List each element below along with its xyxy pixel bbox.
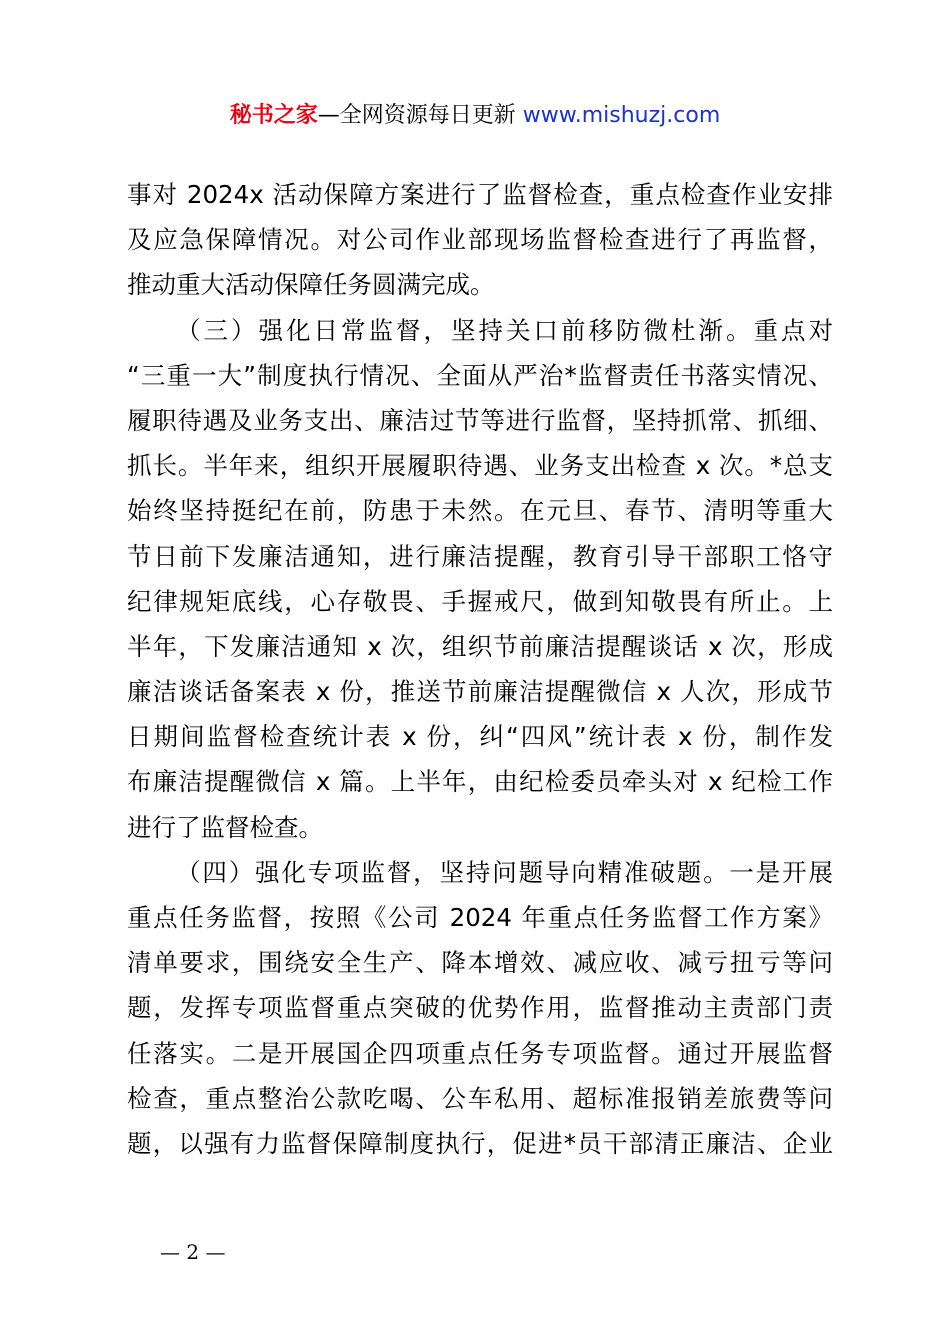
paragraph bbox=[127, 311, 833, 848]
site-url-link[interactable]: www.mishuzj.com bbox=[522, 103, 721, 128]
text-line: 抓长。半年来，组织开展履职待遇、业务支出检查 x 次。*总支 bbox=[127, 451, 833, 481]
text-line: 履职待遇及业务支出、廉洁过节等进行监督，坚持抓常、抓细、 bbox=[127, 405, 833, 435]
text-line: 进行了监督检查。 bbox=[127, 812, 323, 842]
text-line: 始终坚持挺纪在前，防患于未然。在元旦、春节、清明等重大 bbox=[127, 496, 833, 526]
text-line: 及应急保障情况。对公司作业部现场监督检查进行了再监督， bbox=[127, 225, 833, 255]
site-header bbox=[0, 100, 950, 132]
text-line: 清单要求，围绕安全生产、降本增效、减应收、减亏扭亏等问 bbox=[127, 948, 833, 978]
text-line: 任落实。二是开展国企四项重点任务专项监督。通过开展监督 bbox=[127, 1038, 833, 1068]
text-line: “三重一大”制度执行情况、全面从严治*监督责任书落实情况、 bbox=[127, 360, 833, 390]
text-line: 题，发挥专项监督重点突破的优势作用，监督推动主责部门责 bbox=[127, 993, 833, 1023]
text-line: 纪律规矩底线，心存敬畏、手握戒尺，做到知敬畏有所止。上 bbox=[127, 586, 833, 616]
text-line: 检查，重点整治公款吃喝、公车私用、超标准报销差旅费等问 bbox=[127, 1083, 833, 1113]
text-line: 节日前下发廉洁通知，进行廉洁提醒，教育引导干部职工恪守 bbox=[127, 541, 833, 571]
paragraph bbox=[127, 175, 833, 305]
page-number: — 2 — bbox=[160, 1240, 226, 1264]
text-line: （四）强化专项监督，坚持问题导向精准破题。一是开展 bbox=[176, 857, 833, 887]
text-line: 半年，下发廉洁通知 x 次，组织节前廉洁提醒谈话 x 次，形成 bbox=[127, 631, 833, 661]
text-line: （三）强化日常监督，坚持关口前移防微杜渐。重点对 bbox=[176, 315, 833, 345]
text-line: 布廉洁提醒微信 x 篇。上半年，由纪检委员牵头对 x 纪检工作 bbox=[127, 767, 833, 797]
text-line: 廉洁谈话备案表 x 份，推送节前廉洁提醒微信 x 人次，形成节 bbox=[127, 677, 833, 707]
text-line: 推动重大活动保障任务圆满完成。 bbox=[127, 270, 495, 300]
text-line: 重点任务监督，按照《公司 2024 年重点任务监督工作方案》 bbox=[127, 903, 833, 932]
text-line: 题，以强有力监督保障制度执行，促进*员干部清正廉洁、企业 bbox=[127, 1128, 833, 1158]
text-line: 日期间监督检查统计表 x 份，纠“四风”统计表 x 份，制作发 bbox=[127, 722, 833, 752]
brand-name: 秘书之家 bbox=[229, 103, 318, 128]
document-body bbox=[127, 175, 833, 1169]
text-line: 事对 2024x 活动保障方案进行了监督检查，重点检查作业安排 bbox=[127, 180, 833, 209]
paragraph bbox=[127, 853, 833, 1164]
header-tagline: —全网资源每日更新 bbox=[317, 103, 516, 128]
